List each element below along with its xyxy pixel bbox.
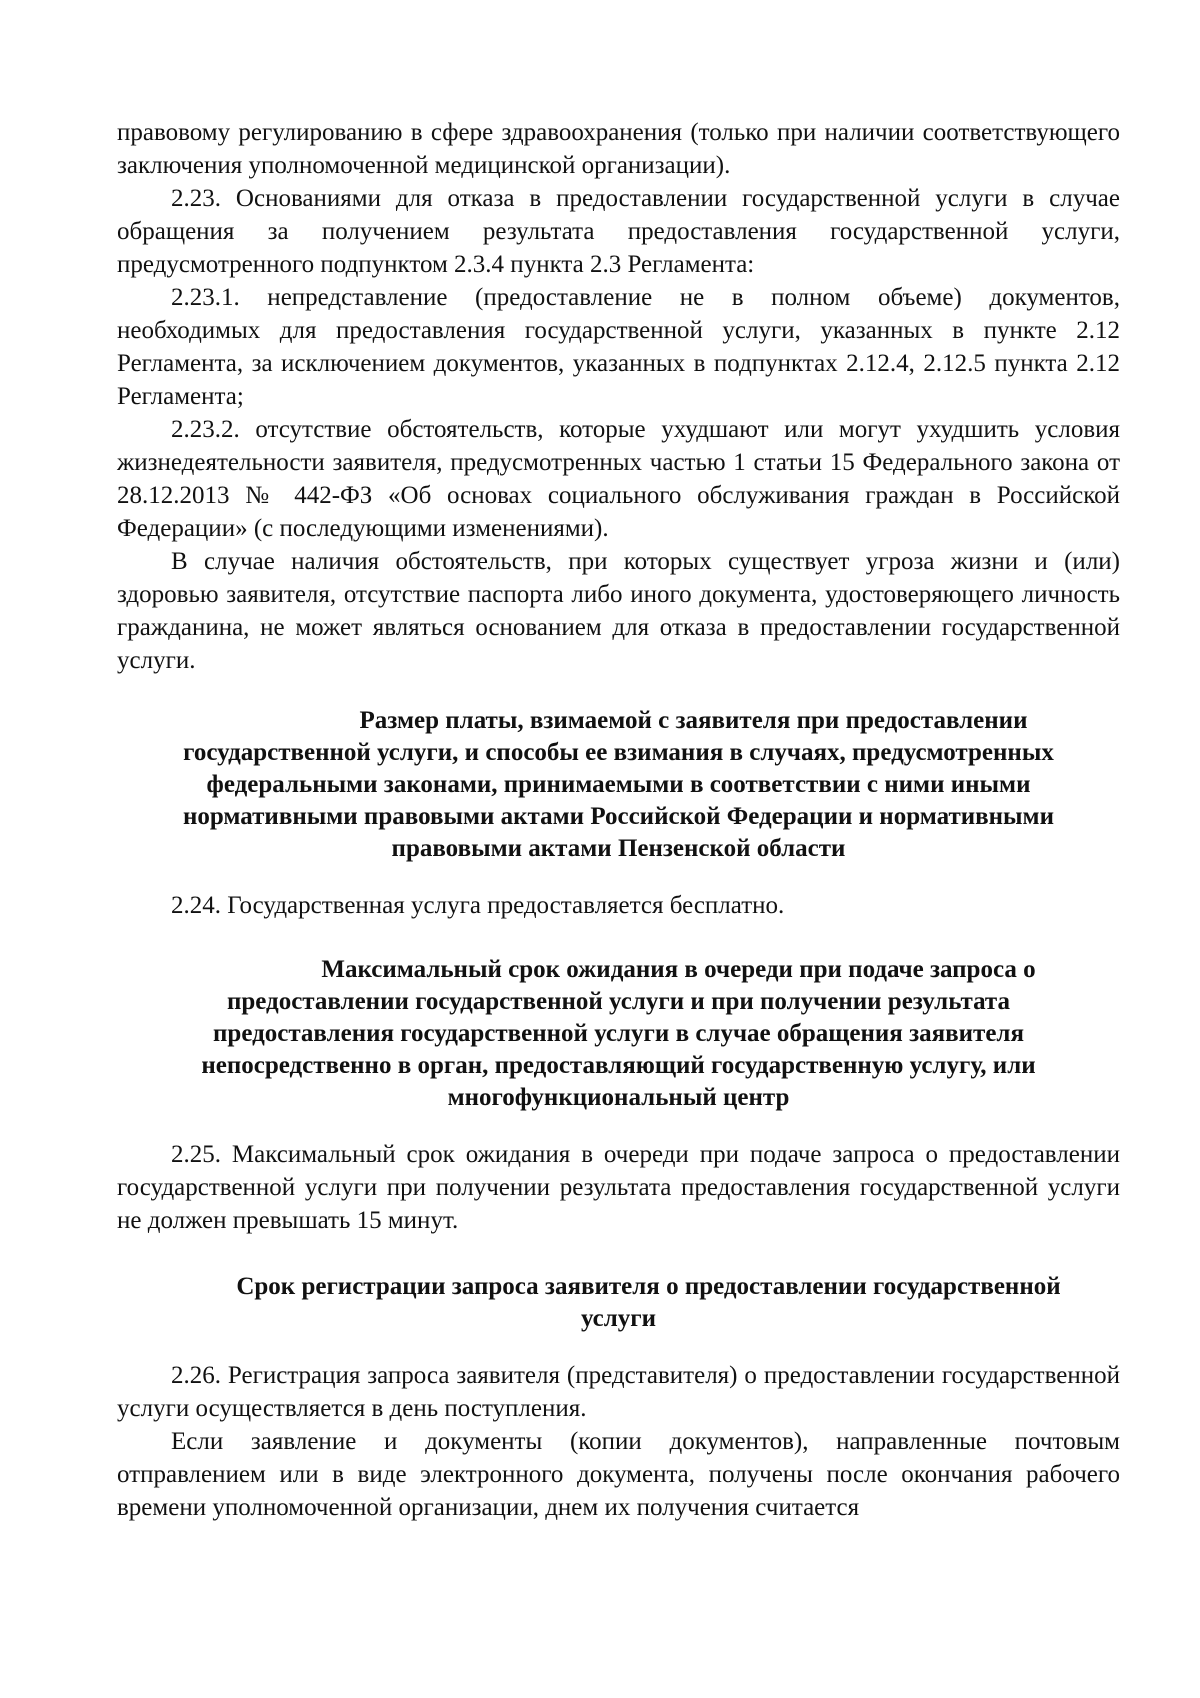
section-heading-registration [117, 1271, 1120, 1335]
heading-line: федеральными законами, принимаемыми в соответствии с ними иными [206, 771, 1031, 798]
paragraph-2-26: 2.26. Регистрация запроса заявителя (представителя) о предоставлении государственной услуги осуществляется в день поступления. [117, 1362, 1120, 1422]
section-heading-wait-time [117, 954, 1120, 1114]
paragraph-2-23-2: 2.23.2. отсутствие обстоятельств, которые ухудшают или могут ухудшить условия жизнедеятельности заявителя, предусмотренных частью 1 статьи 15 Федерального закона от 28.12.2013 № 442-ФЗ «Об основах социального обслуживания граждан в Российской Федерации» (с последующими изменениями). [117, 416, 1120, 542]
paragraph-2-24: 2.24. Государственная услуга предоставляется бесплатно. [171, 892, 785, 919]
paragraph-postal-submission: Если заявление и документы (копии документов), направленные почтовым отправлением или в виде электронного документа, получены после окончания рабочего времени уполномоченной организации, днем их получения считается [117, 1428, 1120, 1521]
heading-line: предоставления государственной услуги в случае обращения заявителя [213, 1020, 1024, 1047]
heading-line: непосредственно в орган, предоставляющий государственную услугу, или [201, 1052, 1036, 1079]
heading-line: многофункциональный центр [447, 1084, 790, 1111]
paragraph-2-23-1: 2.23.1. непредставление (предоставление не в полном объеме) документов, необходимых для предоставления государственной услуги, указанных в пункте 2.12 Регламента, за исключением документов, указанных в подпунктах 2.12.4, 2.12.5 пункта 2.12 Регламента; [117, 284, 1120, 410]
paragraph-emergency-exception: В случае наличия обстоятельств, при которых существует угроза жизни и (или) здоровью заявителя, отсутствие паспорта либо иного документа, удостоверяющего личность гражданина, не может являться основанием для отказа в предоставлении государственной услуги. [117, 548, 1120, 674]
heading-line: Максимальный срок ожидания в очереди при подаче запроса о [321, 956, 1036, 983]
heading-line: Размер платы, взимаемой с заявителя при предоставлении [359, 707, 1028, 734]
paragraph-2-23: 2.23. Основаниями для отказа в предоставлении государственной услуги в случае обращения за получением результата предоставления государственной услуги, предусмотренного подпунктом 2.3.4 пункта 2.3 Регламента: [117, 185, 1120, 278]
document-page [117, 116, 1120, 1524]
heading-line: предоставлении государственной услуги и при получении результата [226, 988, 1011, 1015]
section-heading-fee [117, 705, 1120, 865]
heading-line: государственной услуги, и способы ее взимания в случаях, предусмотренных [183, 739, 1054, 766]
heading-line: Срок регистрации запроса заявителя о предоставлении государственной [236, 1273, 1061, 1300]
paragraph-2-25: 2.25. Максимальный срок ожидания в очереди при подаче запроса о предоставлении государственной услуги при получении результата предоставления государственной услуги не должен превышать 15 минут. [117, 1141, 1120, 1234]
paragraph-continuation: правовому регулированию в сфере здравоохранения (только при наличии соответствующего заключения уполномоченной медицинской организации). [117, 119, 1120, 179]
heading-line: правовыми актами Пензенской области [391, 835, 846, 862]
heading-line: нормативными правовыми актами Российской Федерации и нормативными [183, 803, 1054, 830]
heading-line: услуги [580, 1305, 657, 1332]
